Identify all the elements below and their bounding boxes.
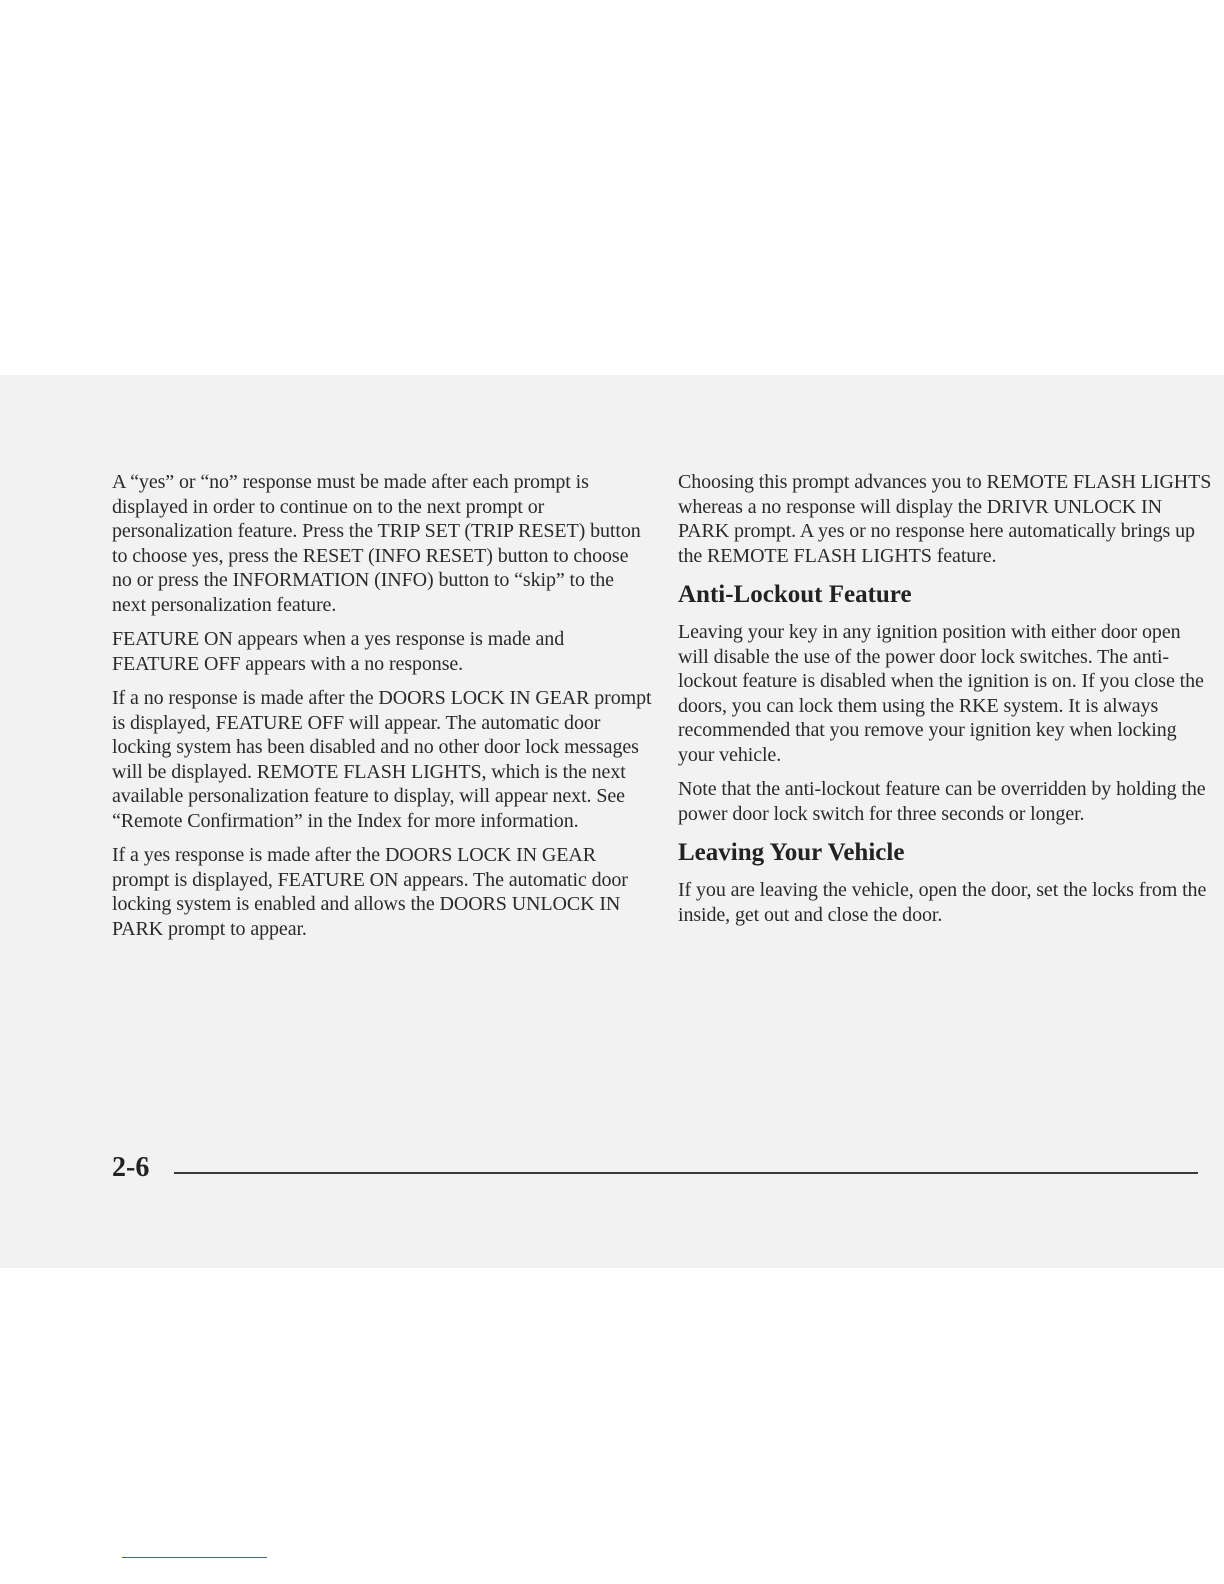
right-column: [678, 470, 1214, 937]
heading-leaving-vehicle: Leaving Your Vehicle: [678, 839, 905, 866]
page-number: 2-6: [112, 1152, 150, 1183]
page-footer: [112, 1152, 1198, 1192]
left-column: [112, 470, 652, 951]
paragraph-override-note: Note that the anti-lockout feature can be overridden by holding the power door lock switch for three seconds or longer.: [678, 778, 1206, 825]
paragraph-leaving-vehicle: If you are leaving the vehicle, open the door, set the locks from the inside, get out and close the door.: [678, 879, 1207, 926]
paragraph-no-response: If a no response is made after the DOORS LOCK IN GEAR prompt is displayed, FEATURE OFF will appear. The automatic door locking system has been disabled and no other door lock messages will be displayed. REMOTE FLASH LIGHTS, which is the next available personalization feature to display, will appear next. See “Remote Confirmation” in the Index for more information.: [112, 687, 652, 832]
paragraph-choosing-prompt: Choosing this prompt advances you to REMOTE FLASH LIGHTS whereas a no response will display the DRIVR UNLOCK IN PARK prompt. A yes or no response here automatically brings up the REMOTE FLASH LIGHTS feature.: [678, 471, 1212, 567]
paragraph-yes-no-response: A “yes” or “no” response must be made after each prompt is displayed in order to continue on to the next prompt or personalization feature. Press the TRIP SET (TRIP RESET) button to choose yes, press the RESET (INFO RESET) button to choose no or press the INFORMATION (INFO) button to “skip” to the next personalization feature.: [112, 471, 641, 616]
bottom-underline-divider: [122, 1557, 267, 1558]
footer-divider: [174, 1172, 1198, 1174]
paragraph-feature-on-off: FEATURE ON appears when a yes response is made and FEATURE OFF appears with a no response.: [112, 628, 565, 675]
paragraph-yes-response: If a yes response is made after the DOORS LOCK IN GEAR prompt is displayed, FEATURE ON appears. The automatic door locking system is enabled and allows the DOORS UNLOCK IN PARK prompt to appear.: [112, 844, 628, 940]
heading-anti-lockout: Anti-Lockout Feature: [678, 581, 912, 608]
paragraph-anti-lockout: Leaving your key in any ignition position with either door open will disable the use of the power door lock switches. The anti-lockout feature is disabled when the ignition is on. If you close the doors, you can lock them using the RKE system. It is always recommended that you remove your ignition key when locking your vehicle.: [678, 621, 1204, 766]
